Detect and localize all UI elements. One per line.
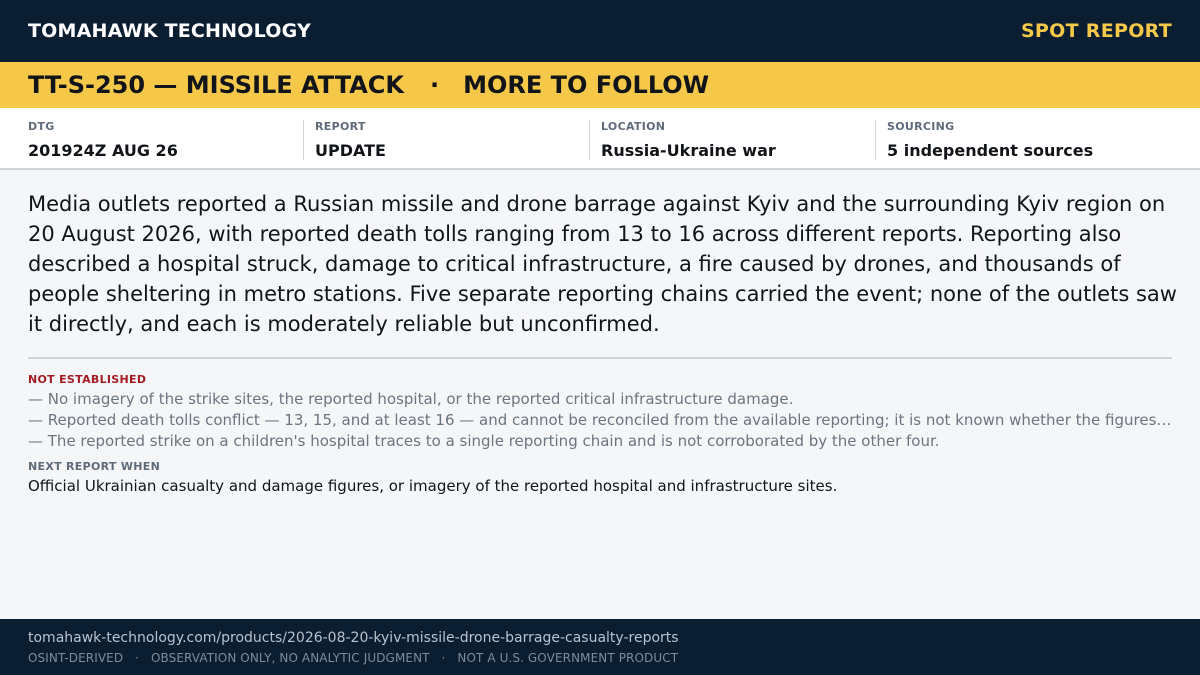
next-report-text: Official Ukrainian casualty and damage figures, or imagery of the reported hospital and infrastructure sites. — [28, 477, 838, 495]
meta-value: 5 independent sources — [887, 141, 1094, 160]
disclaimer-separator: · — [441, 651, 446, 665]
meta-label: REPORT — [315, 120, 366, 133]
disclaimer-item: OSINT-DERIVED — [28, 651, 124, 665]
not-established-item: — No imagery of the strike sites, the reported hospital, or the reported critical infrastructure damage. — [28, 390, 794, 408]
footer-url: tomahawk-technology.com/products/2026-08-20-kyiv-missile-drone-barrage-casualty-reports — [28, 630, 679, 646]
top-bar — [0, 0, 1200, 62]
metadata-row — [0, 108, 1200, 170]
meta-label: SOURCING — [887, 120, 955, 133]
report-type: SPOT REPORT — [1020, 20, 1172, 42]
meta-location — [589, 120, 875, 160]
meta-value: UPDATE — [315, 141, 386, 160]
meta-value: Russia-Ukraine war — [601, 141, 776, 160]
section-divider — [28, 357, 1172, 359]
disclaimer-separator: · — [135, 651, 140, 665]
next-report-label: NEXT REPORT WHEN — [28, 460, 161, 473]
headline-banner — [0, 62, 1200, 108]
headline-status: MORE TO FOLLOW — [463, 71, 710, 99]
footer-disclaimer — [28, 651, 1172, 665]
not-established-item: — The reported strike on a children's hospital traces to a single reporting chain and is not corroborated by the other four. — [28, 432, 940, 450]
not-established-list — [28, 389, 1174, 452]
disclaimer-item: OBSERVATION ONLY, NO ANALYTIC JUDGMENT — [150, 651, 430, 665]
disclaimer-item: NOT A U.S. GOVERNMENT PRODUCT — [457, 651, 679, 665]
not-established-label: NOT ESTABLISHED — [28, 373, 147, 386]
summary-paragraph: Media outlets reported a Russian missile and drone barrage against Kyiv and the surrounding Kyiv region on 20 August 2026, with reported death tolls ranging from 13 to 16 across different reports. Reporting also described a hospital struck, damage to critical infrastructure, a fire caused by drones, and thousands of people sheltering in metro stations. Five separate reporting chains carried the event; none of the outlets saw it directly, and each is moderately reliable but unconfirmed. — [28, 192, 1177, 336]
footer — [0, 619, 1200, 675]
meta-label: DTG — [28, 120, 55, 133]
brand-name: TOMAHAWK TECHNOLOGY — [28, 20, 311, 42]
not-established-item: — Reported death tolls conflict — 13, 15, and at least 16 — and cannot be reconciled from the available reporting; it is not known whether the figures… — [28, 411, 1172, 429]
headline-title: TT-S-250 — MISSILE ATTACK — [28, 71, 404, 99]
meta-sourcing — [875, 120, 1161, 160]
meta-label: LOCATION — [601, 120, 666, 133]
meta-report — [303, 120, 589, 160]
meta-value: 201924Z AUG 26 — [28, 141, 178, 160]
headline-separator: · — [429, 71, 440, 99]
meta-dtg — [28, 120, 303, 160]
